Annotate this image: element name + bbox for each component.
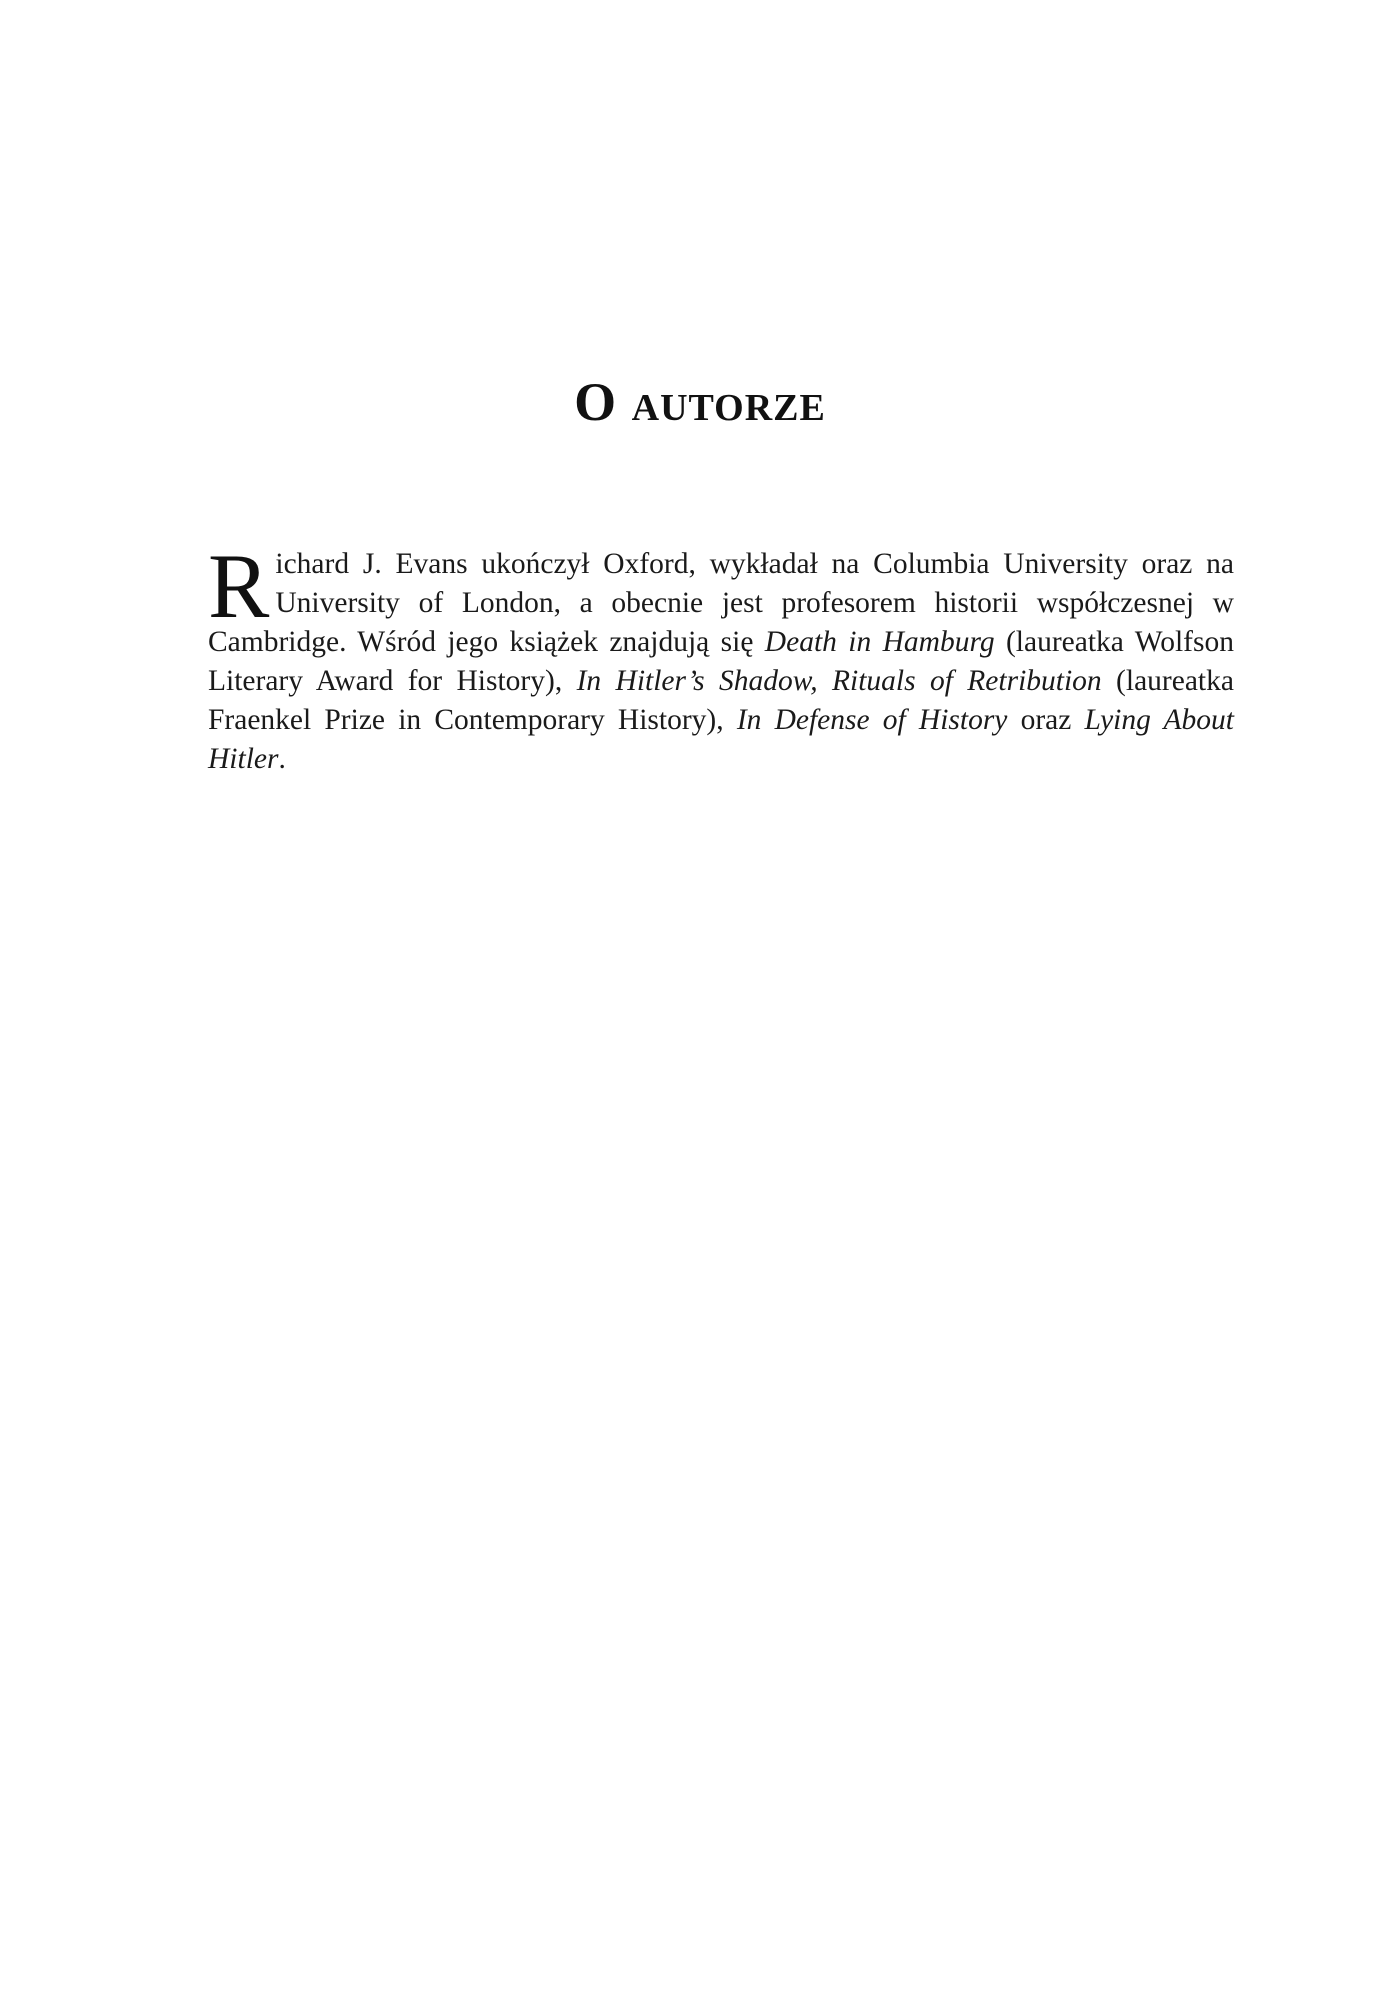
heading-rest: autorze [617, 372, 826, 432]
bio-text-1: ichard J. Evans ukończył Oxford, wykładał na Columbia University oraz na University of London, a obecnie jest profesorem historii współczesnej w Cambridge. Wśród jego książek znajdują się [208, 548, 1234, 658]
heading-first-letter: O [574, 372, 618, 432]
bio-text-5: . [278, 743, 286, 775]
bio-text-2: (laureatka Wolfson Literary Award for History), [208, 626, 1234, 697]
book-title-lying-about-hitler: Lying About Hitler [208, 704, 1234, 775]
drop-cap: R [208, 535, 270, 637]
book-title-death-in-hamburg: Death in Hamburg [764, 626, 995, 658]
bio-text-3: (laureatka Fraenkel Prize in Contemporary History), [208, 665, 1234, 736]
book-title-hitlers-shadow-rituals: In Hitler’s Shadow, Rituals of Retribution [576, 665, 1102, 697]
book-title-in-defense-of-history: In Defense of History [736, 704, 1008, 736]
bio-text-4: oraz [1007, 704, 1085, 736]
author-bio-paragraph [208, 535, 1234, 779]
section-heading [0, 368, 1400, 436]
